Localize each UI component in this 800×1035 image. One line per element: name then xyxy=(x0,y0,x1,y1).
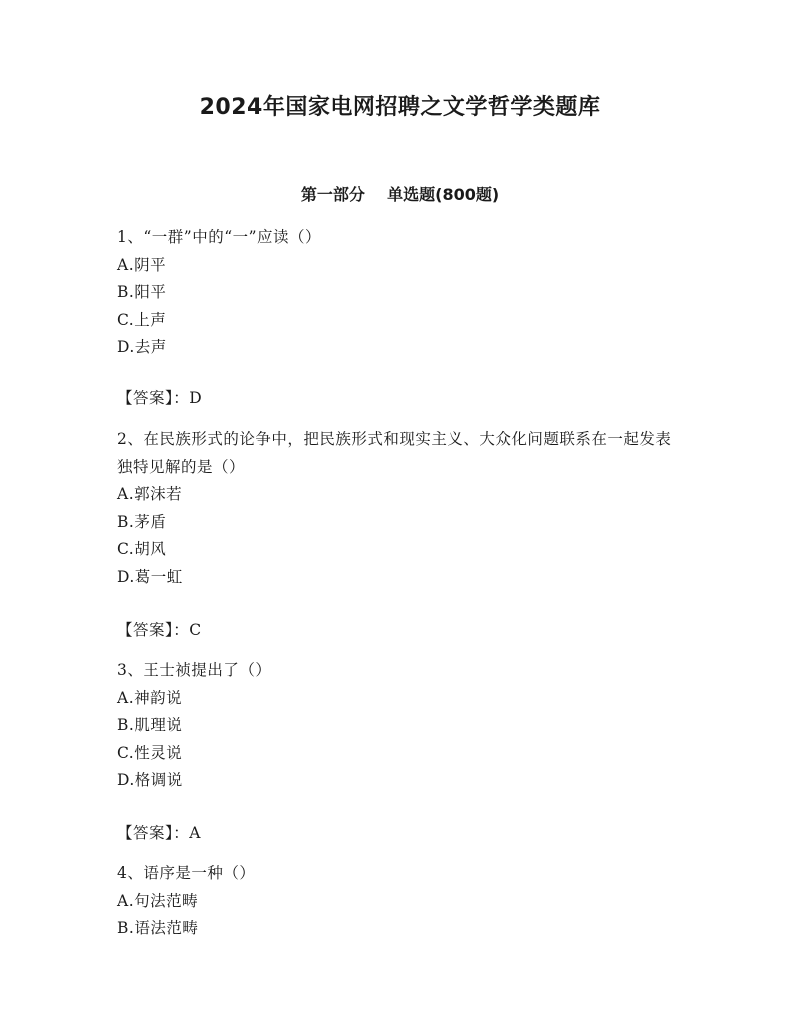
option-b: B.语法范畴 xyxy=(117,919,199,937)
question-item xyxy=(117,224,677,362)
question-stem: 3、王士祯提出了（） xyxy=(117,661,272,679)
option-a: A.阴平 xyxy=(117,255,167,274)
question-item xyxy=(117,657,677,795)
option-c: C.上声 xyxy=(117,310,167,329)
answer-row xyxy=(117,617,677,645)
option-b: B.茅盾 xyxy=(117,512,167,531)
question-item xyxy=(117,860,677,943)
question-item xyxy=(117,426,677,591)
answer-row xyxy=(117,385,677,413)
option-a: A.神韵说 xyxy=(117,688,183,707)
question-stem: 1、“一群”中的“一”应读（） xyxy=(117,228,322,246)
answer-row xyxy=(117,820,677,848)
option-b: B.阳平 xyxy=(117,283,167,301)
option-d: D.去声 xyxy=(117,338,167,356)
answer-label: 【答案】：A xyxy=(117,824,201,842)
question-stem: 4、语序是一种（） xyxy=(117,864,256,882)
option-a: A.郭沫若 xyxy=(117,485,183,503)
option-d: D.葛一虹 xyxy=(117,567,183,586)
document-title: 2024年国家电网招聘之文学哲学类题库 xyxy=(199,95,601,120)
option-c: C.胡风 xyxy=(117,540,167,558)
option-b: B.肌理说 xyxy=(117,716,183,734)
option-c: C.性灵说 xyxy=(117,743,183,762)
answer-label: 【答案】：C xyxy=(117,621,202,639)
question-stem: 2、在民族形式的论争中，把民族形式和现实主义、大众化问题联系在一起发表独特见解的是（） xyxy=(117,430,672,476)
section-heading: 第一部分 单选题(800题) xyxy=(300,185,500,204)
option-d: D.格调说 xyxy=(117,771,183,789)
answer-label: 【答案】：D xyxy=(117,389,203,407)
option-a: A.句法范畴 xyxy=(117,891,199,910)
